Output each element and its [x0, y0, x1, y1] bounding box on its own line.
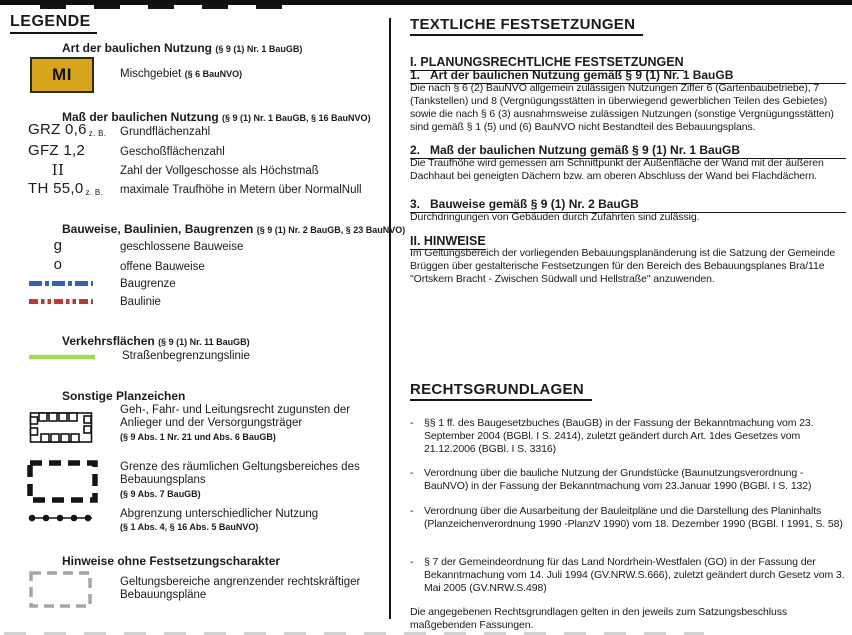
baulinie-label: Baulinie: [120, 296, 161, 308]
mi-zone-symbol: [30, 57, 94, 93]
abgrenzung-nutzung-label: Abgrenzung unterschiedlicher Nutzung: [120, 508, 319, 520]
bullet-dash: -: [410, 556, 414, 568]
angrenzende-plaene-icon: [28, 570, 94, 610]
bullet-dash: -: [410, 417, 414, 429]
grz-label: Grundflächenzahl: [120, 126, 211, 138]
section1-body: Die nach § 6 (2) BauNVO allgemein zulässigen Nutzungen Ziffer 6 (Gartenbaubetriebe), 7 (Tankstellen) und 8 (Vergnügungsstätten in überwiegend gewerblichen Teilen des Gebietes) sowie die nach § 6 (3) ausnahmsweise zulässigen Nutzungen (sonstige Vergnügungsstätten) sind gemäß § 1 (5) und (6) BauNVO nicht Bestandteil des Bebauungsplans.: [410, 82, 834, 133]
part2-heading: II. HINWEISE: [410, 234, 486, 248]
rechtsgrundlage-item: - §§ 1 ff. des Baugesetzbuches (BauGB) in der Fassung der Bekanntmachung vom 23. September 2004 (BGBl. I S. 2414), zuletzt geändert durch Art. 1des Gesetzes vom 21.12.2006 (BGBl. I S. 3316): [410, 417, 814, 455]
section-bauweise-heading-ref: (§ 9 (1) Nr. 2 BauGB, § 23 BauNVO): [256, 225, 406, 235]
section3-body: Durchdringungen von Gebäuden durch Zufahrten sind zulässig.: [410, 211, 700, 223]
geh-fahr-leitungsrecht-label: Geh-, Fahr- und Leitungsrecht zugunsten der Anlieger und der Versorgungsträger: [120, 404, 351, 429]
rechtsgrundlage-item: - § 7 der Gemeindeordnung für das Land Nordrhein-Westfalen (GO) in der Fassung der Bekanntmachung vom 14. Juli 1994 (GV.NRW.S.666), zuletzt geändert durch Gesetz vom 3. Mai 2005 (GV.NRW.S.498): [410, 556, 845, 594]
mi-zone-code: MI: [52, 65, 72, 84]
th-symbol: TH 55,0 $_{z. B.}$: [28, 180, 103, 197]
section1-heading: 1. Art der baulichen Nutzung gemäß § 9 (1) Nr. 1 BauGB: [410, 68, 846, 84]
vollgeschosse-label: Zahl der Vollgeschosse als Höchstmaß: [120, 165, 319, 177]
section2-heading: 2. Maß der baulichen Nutzung gemäß § 9 (1) Nr. 1 BauGB: [410, 143, 846, 159]
th-label: maximale Traufhöhe in Metern über NormalNull: [120, 184, 362, 196]
part2-body: Im Geltungsbereich der vorliegenden Bebauungsplanänderung ist die Satzung der Gemeinde Brüggen über gestalterische Festsetzungen für den Bereich des Bebauungsplanes Bra/11e "Ortskern Bracht - Zwischen Südwall und Hellstraße" anzuwenden.: [410, 247, 836, 285]
strassenbegrenzung-line-icon: [28, 354, 96, 360]
baugrenze-line-icon: [28, 280, 94, 287]
section-sonstige-heading: Sonstige Planzeichen: [62, 389, 186, 403]
scan-top-edge-marks: [40, 4, 305, 9]
section2-body: Die Traufhöhe wird gemessen am Schnittpunkt der Außenfläche der Wand mit der äußeren Dachhaut bei geneigten Dächern bzw. am oberen Abschluss der Wand bei Flachdächern.: [410, 157, 824, 182]
vollgeschosse-symbol: II: [51, 161, 65, 179]
section3-heading: 3. Bauweise gemäß § 9 (1) Nr. 2 BauGB: [410, 197, 846, 213]
geltungsbereich-grenze-icon: [26, 459, 100, 505]
legend-title: LEGENDE: [10, 13, 97, 34]
section-bauweise-heading: Bauweise, Baulinien, Baugrenzen (§ 9 (1) Nr. 2 BauGB, § 23 BauNVO): [62, 222, 406, 236]
geltungsbereich-grenze-label: Grenze des räumlichen Geltungsbereiches des Bebauungsplans: [120, 461, 360, 486]
gfz-label: Geschoßflächenzahl: [120, 146, 225, 158]
offene-bauweise-symbol: o: [53, 256, 63, 273]
grz-symbol: GRZ 0,6 $_{z. B.}$: [28, 121, 107, 138]
geltungsbereich-grenze-ref: (§ 9 Abs. 7 BauGB): [120, 489, 201, 499]
section-mass-heading-ref: (§ 9 (1) Nr. 1 BauGB, § 16 BauNVO): [222, 113, 371, 123]
mi-zone-label: Mischgebiet (§ 6 BauNVO): [120, 68, 243, 80]
festsetzungen-title: TEXTLICHE FESTSETZUNGEN: [410, 16, 846, 36]
bullet-dash: -: [410, 467, 414, 479]
strassenbegrenzung-label: Straßenbegrenzungslinie: [122, 350, 250, 362]
part1-heading: I. PLANUNGSRECHTLICHE FESTSETZUNGEN: [410, 55, 684, 69]
abgrenzung-nutzung-icon: [26, 511, 98, 525]
section-mass-heading: Maß der baulichen Nutzung (§ 9 (1) Nr. 1 BauGB, § 16 BauNVO): [62, 110, 371, 124]
offene-bauweise-label: offene Bauweise: [120, 261, 205, 273]
angrenzende-plaene-label: Geltungsbereiche angrenzender rechtskräftiger Bebauungspläne: [120, 576, 361, 601]
baugrenze-label: Baugrenze: [120, 278, 176, 290]
abgrenzung-nutzung-ref: (§ 1 Abs. 4, § 16 Abs. 5 BauNVO): [120, 522, 259, 532]
mi-zone-label-ref: (§ 6 BauNVO): [184, 69, 243, 79]
section-hinweise-heading: Hinweise ohne Festsetzungscharakter: [62, 554, 281, 568]
section-art-heading-ref: (§ 9 (1) Nr. 1 BauGB): [215, 44, 303, 54]
rechtsgrundlagen-title: RECHTSGRUNDLAGEN: [410, 381, 846, 401]
baulinie-line-icon: [28, 298, 94, 305]
rechtsgrundlage-item: - Verordnung über die Ausarbeitung der Bauleitpläne und die Darstellung des Planinhalts (Planzeichenverordnung 1990 -PlanzV 1990) vom 18. Dezember 1990 (BGBl. I 1991, S. 58): [410, 505, 843, 530]
geschlossene-bauweise-label: geschlossene Bauweise: [120, 241, 244, 253]
geh-fahr-leitungsrecht-ref: (§ 9 Abs. 1 Nr. 21 und Abs. 6 BauGB): [120, 432, 276, 442]
bullet-dash: -: [410, 505, 414, 517]
section-art-heading: Art der baulichen Nutzung (§ 9 (1) Nr. 1 BauGB): [62, 41, 303, 55]
geh-fahr-leitungsrecht-icon: [28, 405, 94, 449]
geschlossene-bauweise-symbol: g: [53, 237, 63, 254]
section-verkehr-heading: Verkehrsflächen (§ 9 (1) Nr. 11 BauGB): [62, 334, 250, 348]
gfz-symbol: GFZ 1,2: [28, 142, 86, 159]
column-divider: [389, 18, 391, 619]
rechtsgrundlage-item: - Verordnung über die bauliche Nutzung der Grundstücke (Baunutzungsverordnung -BauNVO) in der Fassung der Bekanntmachung vom 23.Januar 1990 (BGBl. I S. 132): [410, 467, 812, 492]
section-verkehr-heading-ref: (§ 9 (1) Nr. 11 BauGB): [158, 337, 250, 347]
rechtsgrundlagen-footer: Die angegebenen Rechtsgrundlagen gelten in den jeweils zum Satzungsbeschluss maßgebenden Fassungen.: [410, 606, 788, 631]
